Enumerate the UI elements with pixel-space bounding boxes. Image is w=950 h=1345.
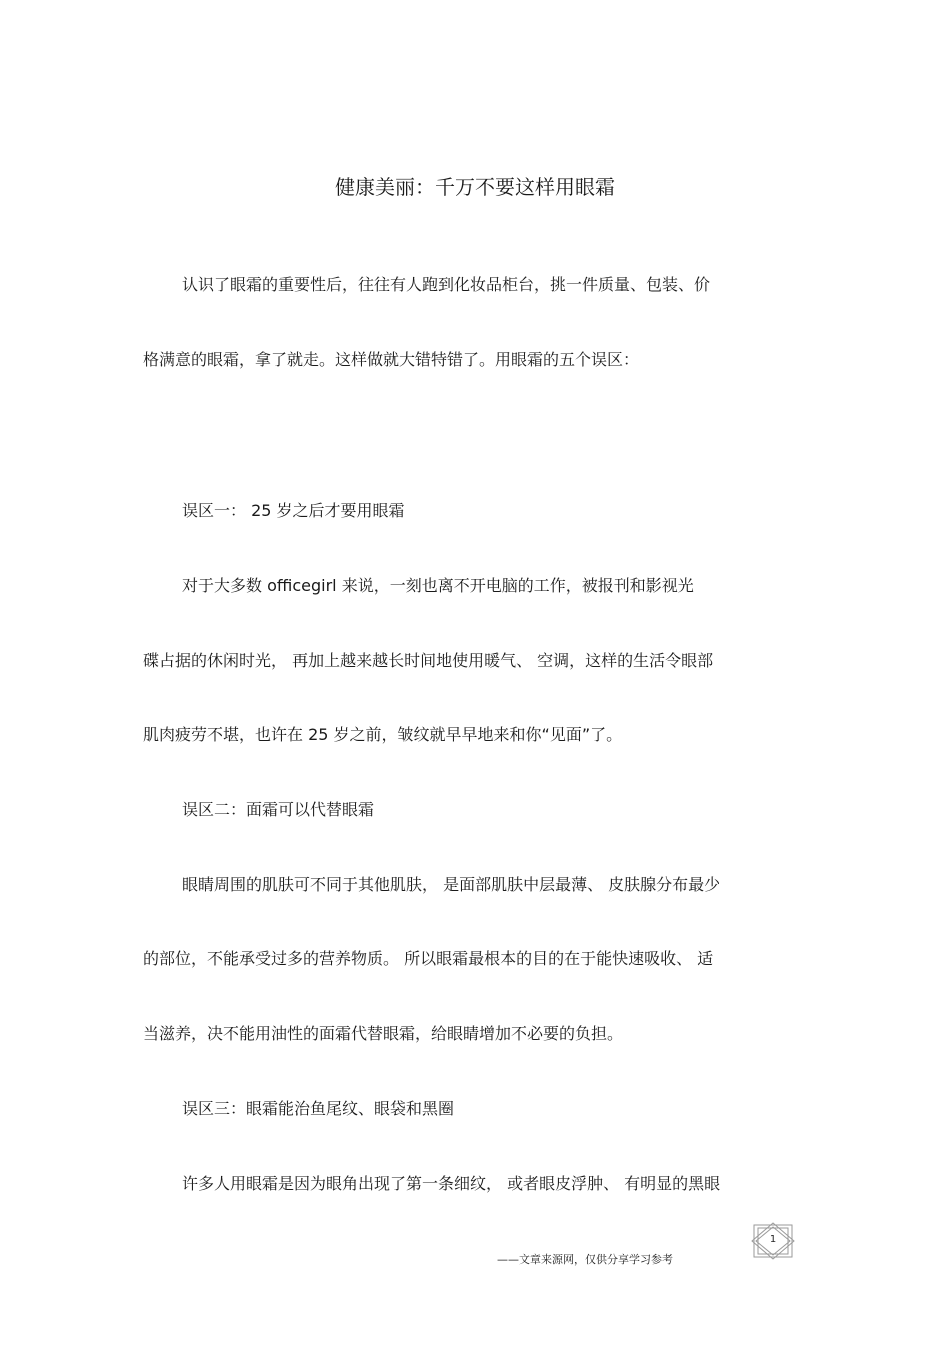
section-heading: 误区二：面霜可以代替眼霜	[182, 800, 375, 819]
page-number-badge	[750, 1222, 796, 1260]
paragraph-line: 认识了眼霜的重要性后，往往有人跑到化妆品柜台，挑一件质量、包装、价	[182, 275, 711, 294]
section-heading: 误区三：眼霜能治鱼尾纹、眼袋和黑圈	[182, 1099, 455, 1118]
paragraph-line: 格满意的眼霜，拿了就走。这样做就大错特错了。用眼霜的五个误区：	[143, 350, 640, 369]
page-number: 1	[769, 1234, 777, 1245]
paragraph-line: 的部位，不能承受过多的营养物质。 所以眼霜最根本的目的在于能快速吸收、 适	[143, 949, 714, 968]
paragraph-line: 对于大多数 officegirl 来说，一刻也离不开电脑的工作，被报刊和影视光	[182, 576, 694, 595]
paragraph-line: 碟占据的休闲时光， 再加上越来越长时间地使用暖气、 空调，这样的生活令眼部	[143, 651, 714, 670]
paragraph-line: 肌肉疲劳不堪，也许在 25 岁之前，皱纹就早早地来和你“见面”了。	[143, 725, 623, 744]
paragraph-line: 眼睛周围的肌肤可不同于其他肌肤， 是面部肌肤中层最薄、 皮肤腺分布最少	[182, 875, 721, 894]
footer-source-note: ——文章来源网，仅供分享学习参考	[497, 1253, 673, 1266]
paragraph-line: 许多人用眼霜是因为眼角出现了第一条细纹， 或者眼皮浮肿、 有明显的黑眼	[182, 1174, 721, 1193]
section-heading: 误区一： 25 岁之后才要用眼霜	[182, 501, 405, 520]
paragraph-line: 当滋养，决不能用油性的面霜代替眼霜，给眼睛增加不必要的负担。	[143, 1024, 624, 1043]
page-title: 健康美丽：千万不要这样用眼霜	[335, 175, 615, 199]
